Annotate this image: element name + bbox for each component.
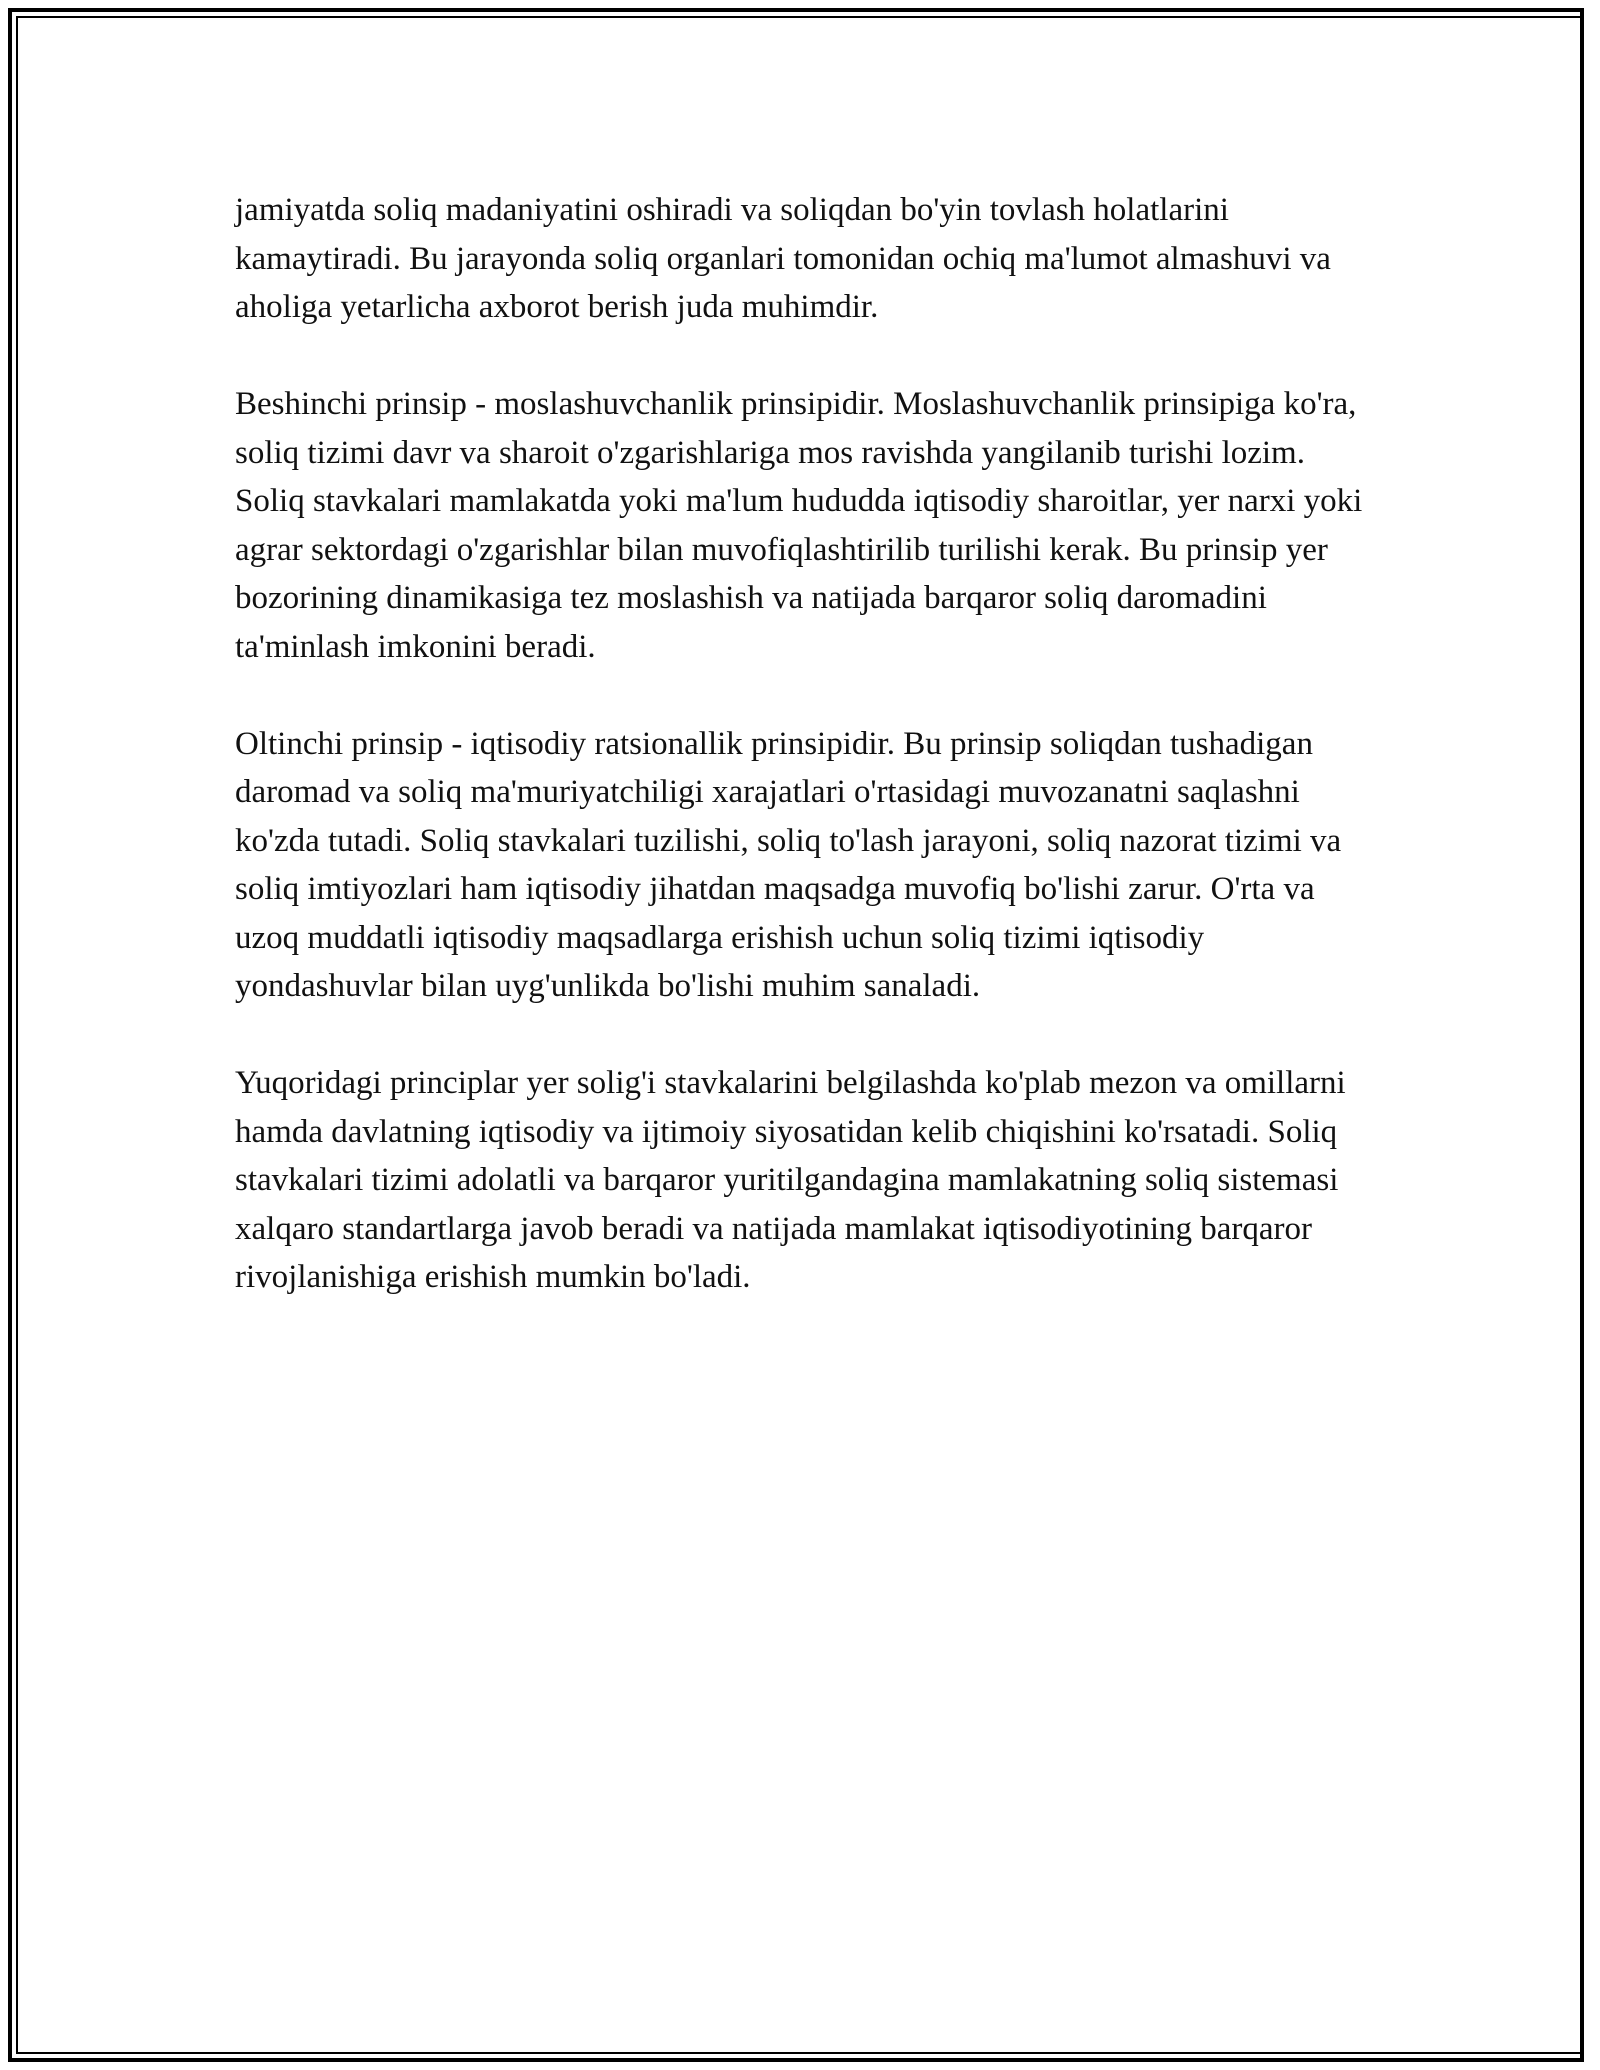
paragraph-1: jamiyatda soliq madaniyatini oshiradi va soliqdan bo'yin tovlash holatlarini kamaytiradi. Bu jarayonda soliq organlari tomonidan ochiq ma'lumot almashuvi va aholiga yetarlicha axborot berish juda muhimdir. (235, 192, 1331, 325)
paragraph-3: Oltinchi prinsip - iqtisodiy ratsionallik prinsipidir. Bu prinsip soliqdan tushadigan daromad va soliq ma'muriyatchiligi xarajatlari o'rtasidagi muvozanatni saqlashni ko'zda tutadi. Soliq stavkalari tuzilishi, soliq to'lash jarayoni, soliq nazorat tizimi va soliq imtiyozlari ham iqtisodiy jihatdan maqsadga muvofiq bo'lishi zarur. O'rta va uzoq muddatli iqtisodiy maqsadlarga erishish uchun soliq tizimi iqtisodiy yondashuvlar bilan uyg'unlikda bo'lishi muhim sanaladi. (235, 725, 1342, 1004)
document-body (235, 186, 1375, 1350)
paragraph-4: Yuqoridagi principlar yer solig'i stavkalarini belgilashda ko'plab mezon va omillarni hamda davlatning iqtisodiy va ijtimoiy siyosatidan kelib chiqishini ko'rsatadi. Soliq stavkalari tizimi adolatli va barqaror yuritilgandagina mamlakatning soliq sistemasi xalqaro standartlarga javob beradi va natijada mamlakat iqtisodiyotining barqaror rivojlanishiga erishish mumkin bo'ladi. (235, 1065, 1346, 1295)
paragraph-2: Beshinchi prinsip - moslashuvchanlik prinsipidir. Moslashuvchanlik prinsipiga ko'ra, soliq tizimi davr va sharoit o'zgarishlariga mos ravishda yangilanib turishi lozim. Soliq stavkalari mamlakatda yoki ma'lum hududda iqtisodiy sharoitlar, yer narxi yoki agrar sektordagi o'zgarishlar bilan muvofiqlashtirilib turilishi kerak. Bu prinsip yer bozorining dinamikasiga tez moslashish va natijada barqaror soliq daromadini ta'minlash imkonini beradi. (235, 386, 1363, 665)
